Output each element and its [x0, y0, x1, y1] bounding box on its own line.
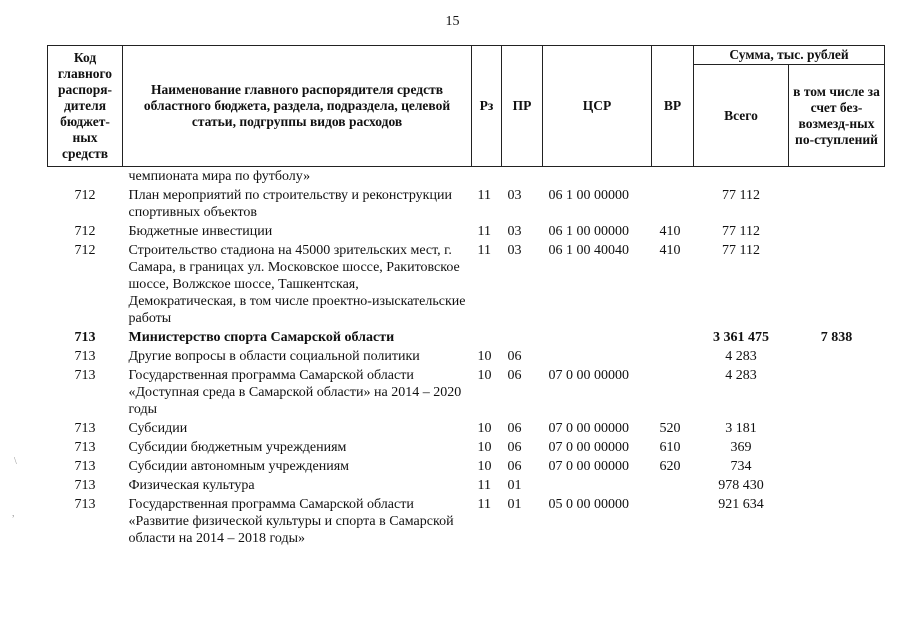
- cell-total: 77 112: [722, 243, 760, 258]
- table-row: [48, 328, 885, 347]
- cell-pr: 06: [507, 459, 522, 474]
- cell-code: 712: [74, 243, 96, 258]
- cell-incl: [789, 347, 885, 366]
- budget-table: [47, 45, 885, 548]
- cell-total: 978 430: [718, 478, 764, 493]
- page-number: 15: [445, 14, 460, 29]
- cell-pr: 06: [507, 440, 522, 455]
- cell-total: 77 112: [722, 188, 760, 203]
- cell-code: 713: [74, 368, 96, 383]
- cell-name: Государственная программа Самарской области «Развитие физической культуры и спорта в Самарской области на 2014 – 2018 годы»: [128, 497, 454, 546]
- cell-pr: 03: [507, 243, 522, 258]
- cell-csr: 06 1 00 00000: [548, 224, 629, 239]
- table-row: [48, 347, 885, 366]
- cell-rz: 11: [477, 497, 491, 512]
- table-row: [48, 222, 885, 241]
- cell-vr: [652, 347, 694, 366]
- header-rz: Рз: [472, 46, 502, 167]
- header-csr: ЦСР: [543, 46, 652, 167]
- cell-code: 713: [74, 330, 96, 345]
- cell-total: 921 634: [718, 497, 764, 512]
- cell-code: 713: [74, 421, 96, 436]
- table-row: [48, 186, 885, 222]
- scan-mark: \: [14, 456, 17, 467]
- cell-pr: 06: [507, 368, 522, 383]
- cell-name: Субсидии бюджетным учреждениям: [128, 440, 347, 455]
- cell-rz: 11: [477, 243, 491, 258]
- header-incl: в том числе за счет без-возмезд-ных по-ступлений: [789, 65, 885, 167]
- cell-total: 369: [730, 440, 752, 455]
- cell-total: 77 112: [722, 224, 760, 239]
- cell-name: Физическая культура: [128, 478, 255, 493]
- cell-vr: [652, 186, 694, 222]
- cell-rz: 10: [477, 459, 492, 474]
- header-sum: Сумма, тыс. рублей: [694, 46, 885, 65]
- cell-rz: [472, 328, 502, 347]
- table-body: [48, 167, 885, 549]
- cell-csr: [543, 328, 652, 347]
- cell-code: 713: [74, 459, 96, 474]
- table-row: [48, 167, 885, 187]
- cell-vr: [652, 495, 694, 548]
- cell-total: [694, 167, 789, 187]
- cell-csr: [543, 167, 652, 187]
- cell-vr: 520: [659, 421, 681, 436]
- cell-rz: 10: [477, 368, 492, 383]
- cell-incl: 7 838: [820, 330, 853, 345]
- cell-incl: [789, 419, 885, 438]
- cell-code: 712: [74, 188, 96, 203]
- cell-pr: 01: [507, 497, 522, 512]
- cell-vr: 410: [659, 243, 681, 258]
- cell-name: Субсидии: [128, 421, 188, 436]
- cell-rz: 11: [477, 224, 491, 239]
- cell-incl: [789, 186, 885, 222]
- cell-name: Строительство стадиона на 45000 зрительских мест, г. Самара, в границах ул. Московское шоссе, Ракитовское шоссе, Волжское шоссе, Ташкентская, Демократическая, в том числе проектно-изыскательские работы: [128, 243, 466, 326]
- cell-incl: [789, 222, 885, 241]
- cell-csr: 06 1 00 40040: [548, 243, 629, 258]
- cell-code: 713: [74, 349, 96, 364]
- table-row: [48, 476, 885, 495]
- cell-rz: [472, 167, 502, 187]
- cell-incl: [789, 241, 885, 328]
- header-name: Наименование главного распорядителя средств областного бюджета, раздела, подраздела, целевой статьи, подгруппы видов расходов: [123, 46, 472, 167]
- cell-pr: [502, 328, 543, 347]
- cell-pr: 06: [507, 349, 522, 364]
- cell-rz: 10: [477, 440, 492, 455]
- cell-pr: 03: [507, 188, 522, 203]
- cell-vr: 620: [659, 459, 681, 474]
- cell-vr: 610: [659, 440, 681, 455]
- header-pr: ПР: [502, 46, 543, 167]
- cell-name: чемпионата мира по футболу»: [128, 169, 311, 184]
- cell-name: Субсидии автономным учреждениям: [128, 459, 350, 474]
- cell-name: Государственная программа Самарской области «Доступная среда в Самарской области» на 2014 – 2020 годы: [128, 368, 462, 417]
- table-row: [48, 495, 885, 548]
- cell-incl: [789, 457, 885, 476]
- cell-csr: 06 1 00 00000: [548, 188, 629, 203]
- table-header: [48, 46, 885, 167]
- cell-csr: 07 0 00 00000: [548, 440, 629, 455]
- cell-incl: [789, 476, 885, 495]
- table-row: [48, 438, 885, 457]
- header-total: Всего: [694, 65, 789, 167]
- cell-pr: 03: [507, 224, 522, 239]
- cell-total: 3 181: [725, 421, 757, 436]
- cell-total: 4 283: [725, 368, 757, 383]
- cell-rz: 10: [477, 421, 492, 436]
- cell-csr: 07 0 00 00000: [548, 421, 629, 436]
- cell-csr: [543, 347, 652, 366]
- cell-csr: [543, 476, 652, 495]
- cell-csr: 05 0 00 00000: [548, 497, 629, 512]
- table-row: [48, 457, 885, 476]
- cell-incl: [789, 495, 885, 548]
- cell-code: 713: [74, 440, 96, 455]
- scan-mark: ,: [12, 508, 15, 519]
- cell-incl: [789, 438, 885, 457]
- cell-code: 713: [74, 478, 96, 493]
- cell-vr: [652, 328, 694, 347]
- cell-vr: 410: [659, 224, 681, 239]
- cell-name: Бюджетные инвестиции: [128, 224, 273, 239]
- table-row: [48, 366, 885, 419]
- cell-name: Другие вопросы в области социальной политики: [128, 349, 420, 364]
- cell-name: Министерство спорта Самарской области: [128, 330, 395, 345]
- table-row: [48, 419, 885, 438]
- cell-total: 734: [730, 459, 752, 474]
- cell-rz: 11: [477, 478, 491, 493]
- cell-rz: 10: [477, 349, 492, 364]
- cell-total: 4 283: [725, 349, 757, 364]
- cell-incl: [789, 366, 885, 419]
- cell-vr: [652, 167, 694, 187]
- cell-code: [48, 167, 123, 187]
- header-code: Код главного распоря-дителя бюджет-ных средств: [48, 46, 123, 167]
- cell-pr: 01: [507, 478, 522, 493]
- header-vr: ВР: [652, 46, 694, 167]
- cell-pr: [502, 167, 543, 187]
- cell-csr: 07 0 00 00000: [548, 459, 629, 474]
- cell-total: 3 361 475: [713, 330, 769, 345]
- cell-vr: [652, 366, 694, 419]
- cell-csr: 07 0 00 00000: [548, 368, 629, 383]
- cell-pr: 06: [507, 421, 522, 436]
- cell-code: 713: [74, 497, 96, 512]
- cell-rz: 11: [477, 188, 491, 203]
- cell-incl: [789, 167, 885, 187]
- cell-vr: [652, 476, 694, 495]
- cell-code: 712: [74, 224, 96, 239]
- cell-name: План мероприятий по строительству и реконструкции спортивных объектов: [128, 188, 452, 220]
- table-row: [48, 241, 885, 328]
